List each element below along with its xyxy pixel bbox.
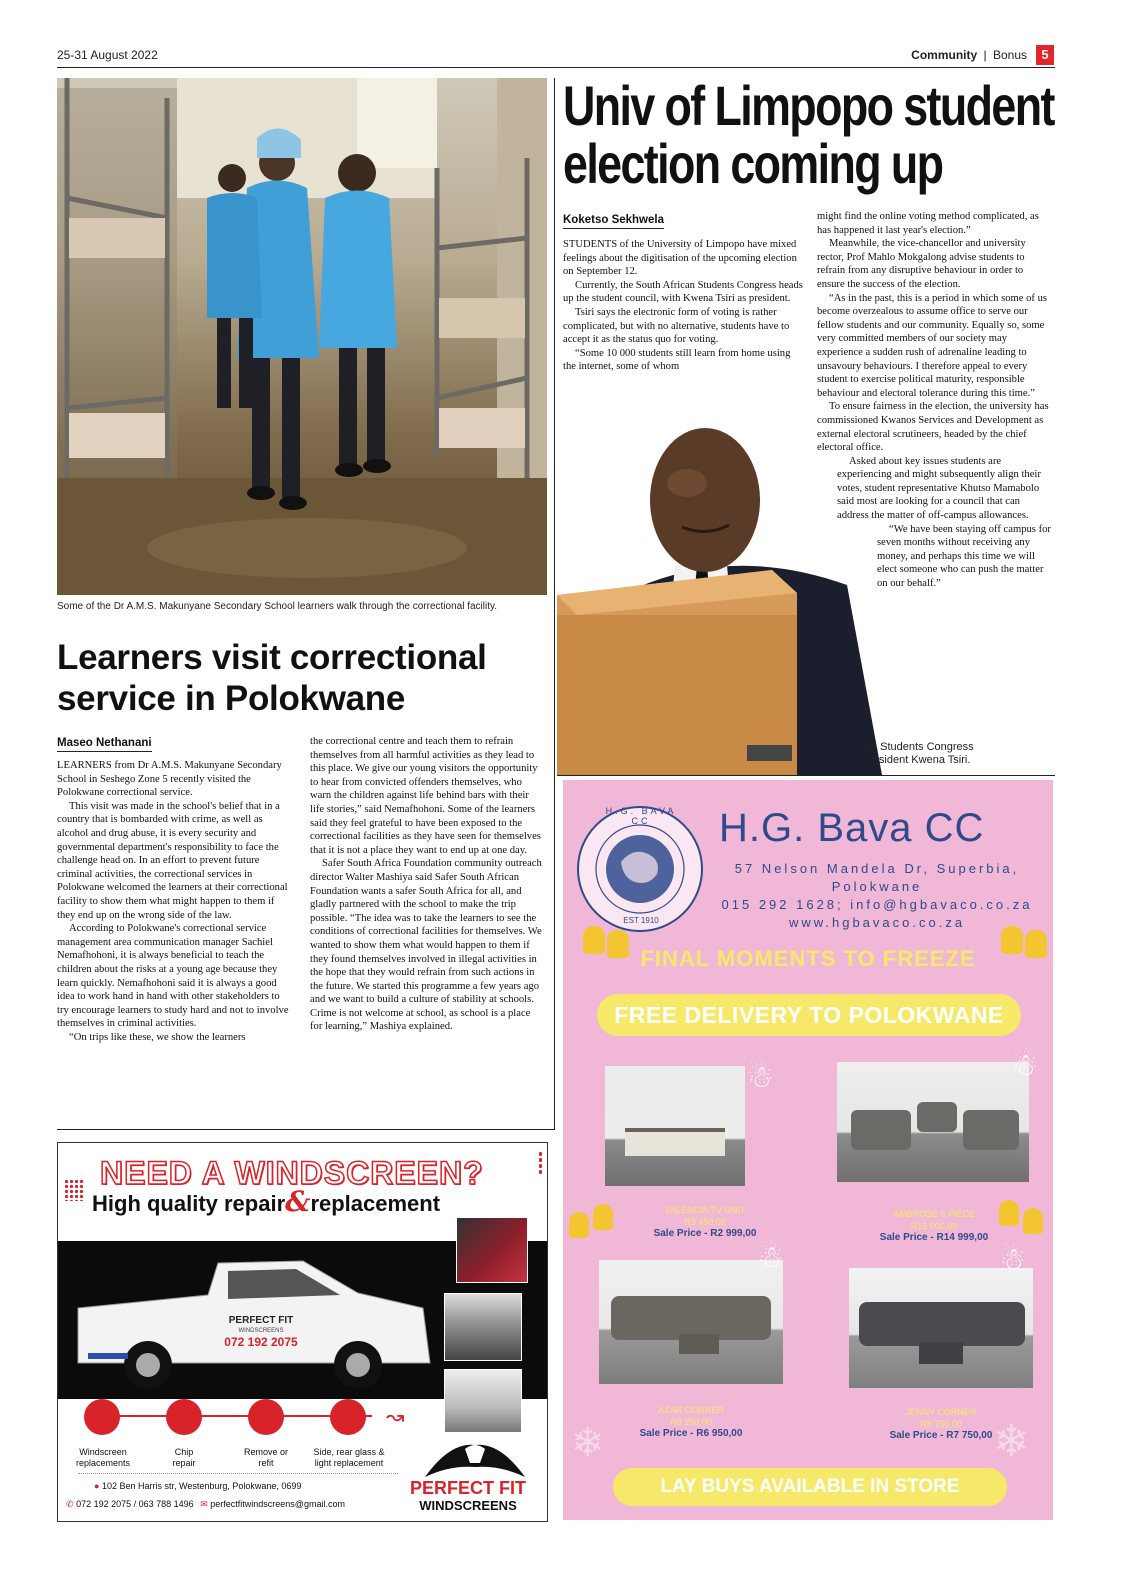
left-story-column-2 (310, 735, 545, 1034)
right-story-headline (563, 74, 1054, 198)
product-photo-valencia (605, 1066, 745, 1186)
product-photo-jenny (849, 1268, 1033, 1388)
right-col2-paragraph: Asked about key issues students are experiencing and might subsequently align their votes, student representative Khutso Mamabolo said most are looking for a council that can address the matter of off-campus allowances. (837, 455, 1041, 522)
van-brand-text (206, 1315, 316, 1348)
product-info-azar (599, 1404, 783, 1440)
product-sale-price: Sale Price - R6 950,00 (639, 1428, 743, 1439)
president-caption-line2: president Kwena Tsiri. (863, 754, 971, 766)
logo-line1: PERFECT FIT (410, 1478, 526, 1498)
windscreen-ad-tagline (92, 1185, 440, 1218)
snowman-icon: ☃ (757, 1240, 784, 1275)
right-story-column-1 (563, 238, 803, 374)
left-story-rule-bottom (57, 1129, 555, 1130)
left-story-byline: Maseo Nethanani (57, 737, 152, 752)
learners-photo-caption: Some of the Dr A.M.S. Makunyane Secondary School learners walk through the correctional facility. (57, 601, 498, 612)
left-story-headline (57, 637, 547, 719)
service-label: Chip repair (172, 1447, 196, 1468)
contact-phones-email (66, 1499, 345, 1510)
right-col1-paragraph: “Some 10 000 students still learn from home using the internet, some of whom (563, 347, 791, 373)
van-phone: 072 192 2075 (224, 1335, 298, 1349)
address-text: 102 Ben Harris str, Westenburg, Polokwane, 0699 (101, 1481, 302, 1491)
bava-name: H.G. Bava CC (719, 806, 985, 850)
van-brand-sub: WINDSCREENS (238, 1328, 284, 1334)
mitten-icon (1023, 1208, 1043, 1234)
tagline-ampersand: & (285, 1185, 311, 1218)
thumb-workshop (444, 1369, 522, 1433)
laybuy-pill: LAY BUYS AVAILABLE IN STORE (613, 1468, 1007, 1506)
right-story-column-2 (817, 210, 1053, 591)
header-rule (57, 67, 1055, 68)
right-headline-line1: Univ of Limpopo student (563, 74, 1054, 137)
right-story-rule-bottom (557, 775, 1055, 776)
service-label: Side, rear glass & light replacement (313, 1447, 385, 1468)
location-pin-icon: ● (94, 1481, 100, 1491)
section-separator: | (983, 48, 987, 62)
windscreen-ad-headline: NEED A WINDSCREEN? (100, 1155, 484, 1191)
bava-ad (563, 780, 1053, 1520)
right-story-byline: Koketso Sekhwela (563, 214, 664, 229)
left-col1-paragraph: LEARNERS from Dr A.M.S. Makunyane Secondary School in Seshego Zone 5 recently visited the Polokwane correctional service. (57, 760, 282, 799)
right-col2-paragraph: might find the online voting method complicated, as has happened it last year's election.” (817, 211, 1039, 236)
left-col1-paragraph: According to Polokwane's correctional service management area communication manager Sachiel Nemafhohoni, it is always beneficial to teach the children about the risks at a young age because they learn quickly. Nemafhohoni said it is always a good idea to work hand in hand with other stakeholders to try encourage learners to study hard and not to involve themselves in criminal activities. (57, 923, 289, 1030)
left-col1-paragraph: This visit was made in the school's belief that in a country that is bombarded with crime, as well as alcohol and drug abuse, it is every security and governmental department's responsibility to face the challenge head on. In an effort to prevent future criminal activities, the correctional services in Polokwane welcomed the learners at their correctional facility to show them what might happen to them if they end up on the wrong side of the law. (57, 800, 288, 921)
windscreen-ad (57, 1142, 548, 1522)
penguin-logo-icon (420, 1437, 530, 1481)
email-icon: ✉ (200, 1499, 208, 1509)
right-col2-paragraph: “As in the past, this is a period in which some of us become overzealous to assume office to serve our fellow students and our community. Equally so, some very committed members of our society may experience a sudden rush of adrenaline leading to unsavoury behaviours. I therefore appeal to every student to exercise political maturity, responsible behaviour and electoral tolerance during this time.” (817, 292, 1048, 399)
right-col1-paragraph: Currently, the South African Students Congress heads up the student council, with Kwena Tsiri as president. (563, 279, 803, 305)
chip-icon (166, 1399, 202, 1435)
product-sale-price: Sale Price - R7 750,00 (889, 1430, 993, 1441)
bava-website: www.hgbavaco.co.za (788, 915, 966, 930)
product-sale-price: Sale Price - R2 999,00 (653, 1228, 757, 1239)
contact-dotted-rule (78, 1473, 398, 1474)
mitten-icon (569, 1212, 589, 1238)
phone-icon: ✆ (66, 1499, 74, 1509)
left-col1-paragraph: “On trips like these, we show the learners (69, 1031, 246, 1043)
perfect-fit-logo-text (398, 1479, 538, 1515)
bava-address-line1: 57 Nelson Mandela Dr, Superbia, (734, 861, 1020, 876)
left-col2-paragraph: Safer South Africa Foundation community outreach director Walter Mashiya said Safer South African Foundation wants a safer South Africa for all, and gladly partnered with the school to make the trip possible. “The idea was to take the learners to see the conditions of correctional facilities for themselves. We wanted to show them what would happen to them if they found themselves involved in illegal activities in the hope that they would refrain from such actions in the future. We started this programme a few years ago and we want to build a culture of stability at schools. Crime is not welcome at school, as school is a place for learning,” Mashiya explained. (310, 858, 542, 1033)
product-name: AZAR CORNER (658, 1405, 724, 1415)
snowman-icon: ☃ (999, 1242, 1026, 1277)
product-photo-ambrose (837, 1062, 1029, 1182)
product-was-price: R8 250,00 (670, 1417, 712, 1427)
phones-text: 072 192 2075 / 063 788 1496 (76, 1499, 194, 1509)
service-label: Remove or refit (243, 1447, 288, 1468)
bava-contact: 015 292 1628; info@hgbavaco.co.za (721, 897, 1033, 912)
right-headline-line2: election coming up (563, 132, 943, 195)
thumb-red-car (456, 1217, 528, 1283)
right-col2-paragraph: “We have been staying off campus for seven months without receiving any money, and perhaps this time we will elect someone who can push the matter on our behalf.” (877, 523, 1051, 590)
section-label (911, 48, 1027, 62)
left-headline-line1: Learners visit correctional (57, 638, 487, 677)
product-name: JENNY CORNER (905, 1407, 977, 1417)
snowflake-icon: ❄ (571, 1420, 605, 1466)
learners-photo-illustration (57, 78, 547, 595)
product-was-price: R8 750,00 (920, 1419, 962, 1429)
windscreen-dots-left (64, 1179, 84, 1201)
left-headline-line2: service in Polokwane (57, 679, 406, 718)
issue-date: 25-31 August 2022 (57, 48, 158, 62)
subsection-name: Bonus (992, 48, 1027, 62)
product-info-valencia (605, 1204, 805, 1240)
product-was-price: R15 000,00 (910, 1221, 958, 1231)
left-story-rule-vertical (554, 78, 555, 1130)
right-col2-paragraph: Meanwhile, the vice-chancellor and university rector, Prof Mahlo Mokgalong advise students to refrain from any disruptive behaviour in order to ensure the success of the election. (817, 238, 1026, 290)
learners-photo (57, 78, 547, 595)
product-was-price: R3 450,00 (684, 1217, 726, 1227)
promo-banner: FINAL MOMENTS TO FREEZE (640, 946, 976, 971)
delivery-pill: FREE DELIVERY TO POLOKWANE (597, 994, 1021, 1036)
bava-address-line2: Polokwane (831, 879, 923, 894)
swoosh-arrow-icon: ↝ (386, 1405, 405, 1430)
page-number: 5 (1036, 45, 1054, 65)
side-glass-icon (330, 1399, 366, 1435)
right-col2-paragraph: To ensure fairness in the election, the university has commissioned Kwanos Services and Development as external electoral scrutineers, headed by the chief electoral office. (817, 401, 1049, 454)
windscreen-dots-right (538, 1151, 543, 1175)
snowflake-icon: ❄ (993, 1416, 1030, 1467)
refit-icon (248, 1399, 284, 1435)
email-text: perfectfitwindscreens@gmail.com (210, 1499, 345, 1509)
contact-address (94, 1481, 301, 1491)
section-name: Community (911, 48, 978, 62)
bava-address (707, 860, 1047, 932)
service-label: Windscreen replacements (75, 1447, 131, 1468)
snowman-icon: ☃ (747, 1060, 774, 1095)
tagline-part-b: replacement (310, 1191, 441, 1216)
mitten-icon (593, 1204, 613, 1230)
logo-line2: WINDSCREENS (419, 1498, 517, 1513)
product-name: VALENCIA TV UNIT (664, 1205, 746, 1215)
product-name: AMBROSE 6 PIECE (892, 1209, 976, 1219)
left-col2-paragraph: the correctional centre and teach them to refrain themselves from all harmful activities as they lead to this place. We give our young visitors the opportunity to hear from convicted offenders themselves, who warn the children against life behind bars with their life stories,” said Nemafhohoni. Some of the learners said they feel grateful to have been exposed to the correctional facilities as they have seen for themselves that it is not a place they want to end up at one day. (310, 736, 541, 856)
mitten-icon (999, 1200, 1019, 1226)
tagline-part-a: High quality repair (92, 1191, 286, 1216)
right-col1-paragraph: Tsiri says the electronic form of voting is rather complicated, but with no alternative, students have to accept it as the status quo for voting. (563, 306, 790, 346)
snowman-icon: ☃ (1011, 1048, 1038, 1083)
right-col1-paragraph: STUDENTS of the University of Limpopo have mixed feelings about the digitisation of the upcoming election on September 12. (563, 239, 797, 278)
left-story-column-1 (57, 759, 290, 1044)
van-brand: PERFECT FIT (228, 1315, 294, 1326)
president-photo-caption (863, 741, 1043, 767)
van-illustration (58, 1223, 448, 1403)
product-sale-price: Sale Price - R14 999,00 (879, 1232, 989, 1243)
product-photo-azar (599, 1260, 783, 1384)
windscreen-icon (84, 1399, 120, 1435)
seal-est: EST 1910 (623, 916, 659, 925)
seal-text: H.G. BAVA CC (605, 806, 677, 826)
thumb-bus (444, 1293, 522, 1361)
president-caption-line1: SA Students Congress (863, 741, 974, 753)
